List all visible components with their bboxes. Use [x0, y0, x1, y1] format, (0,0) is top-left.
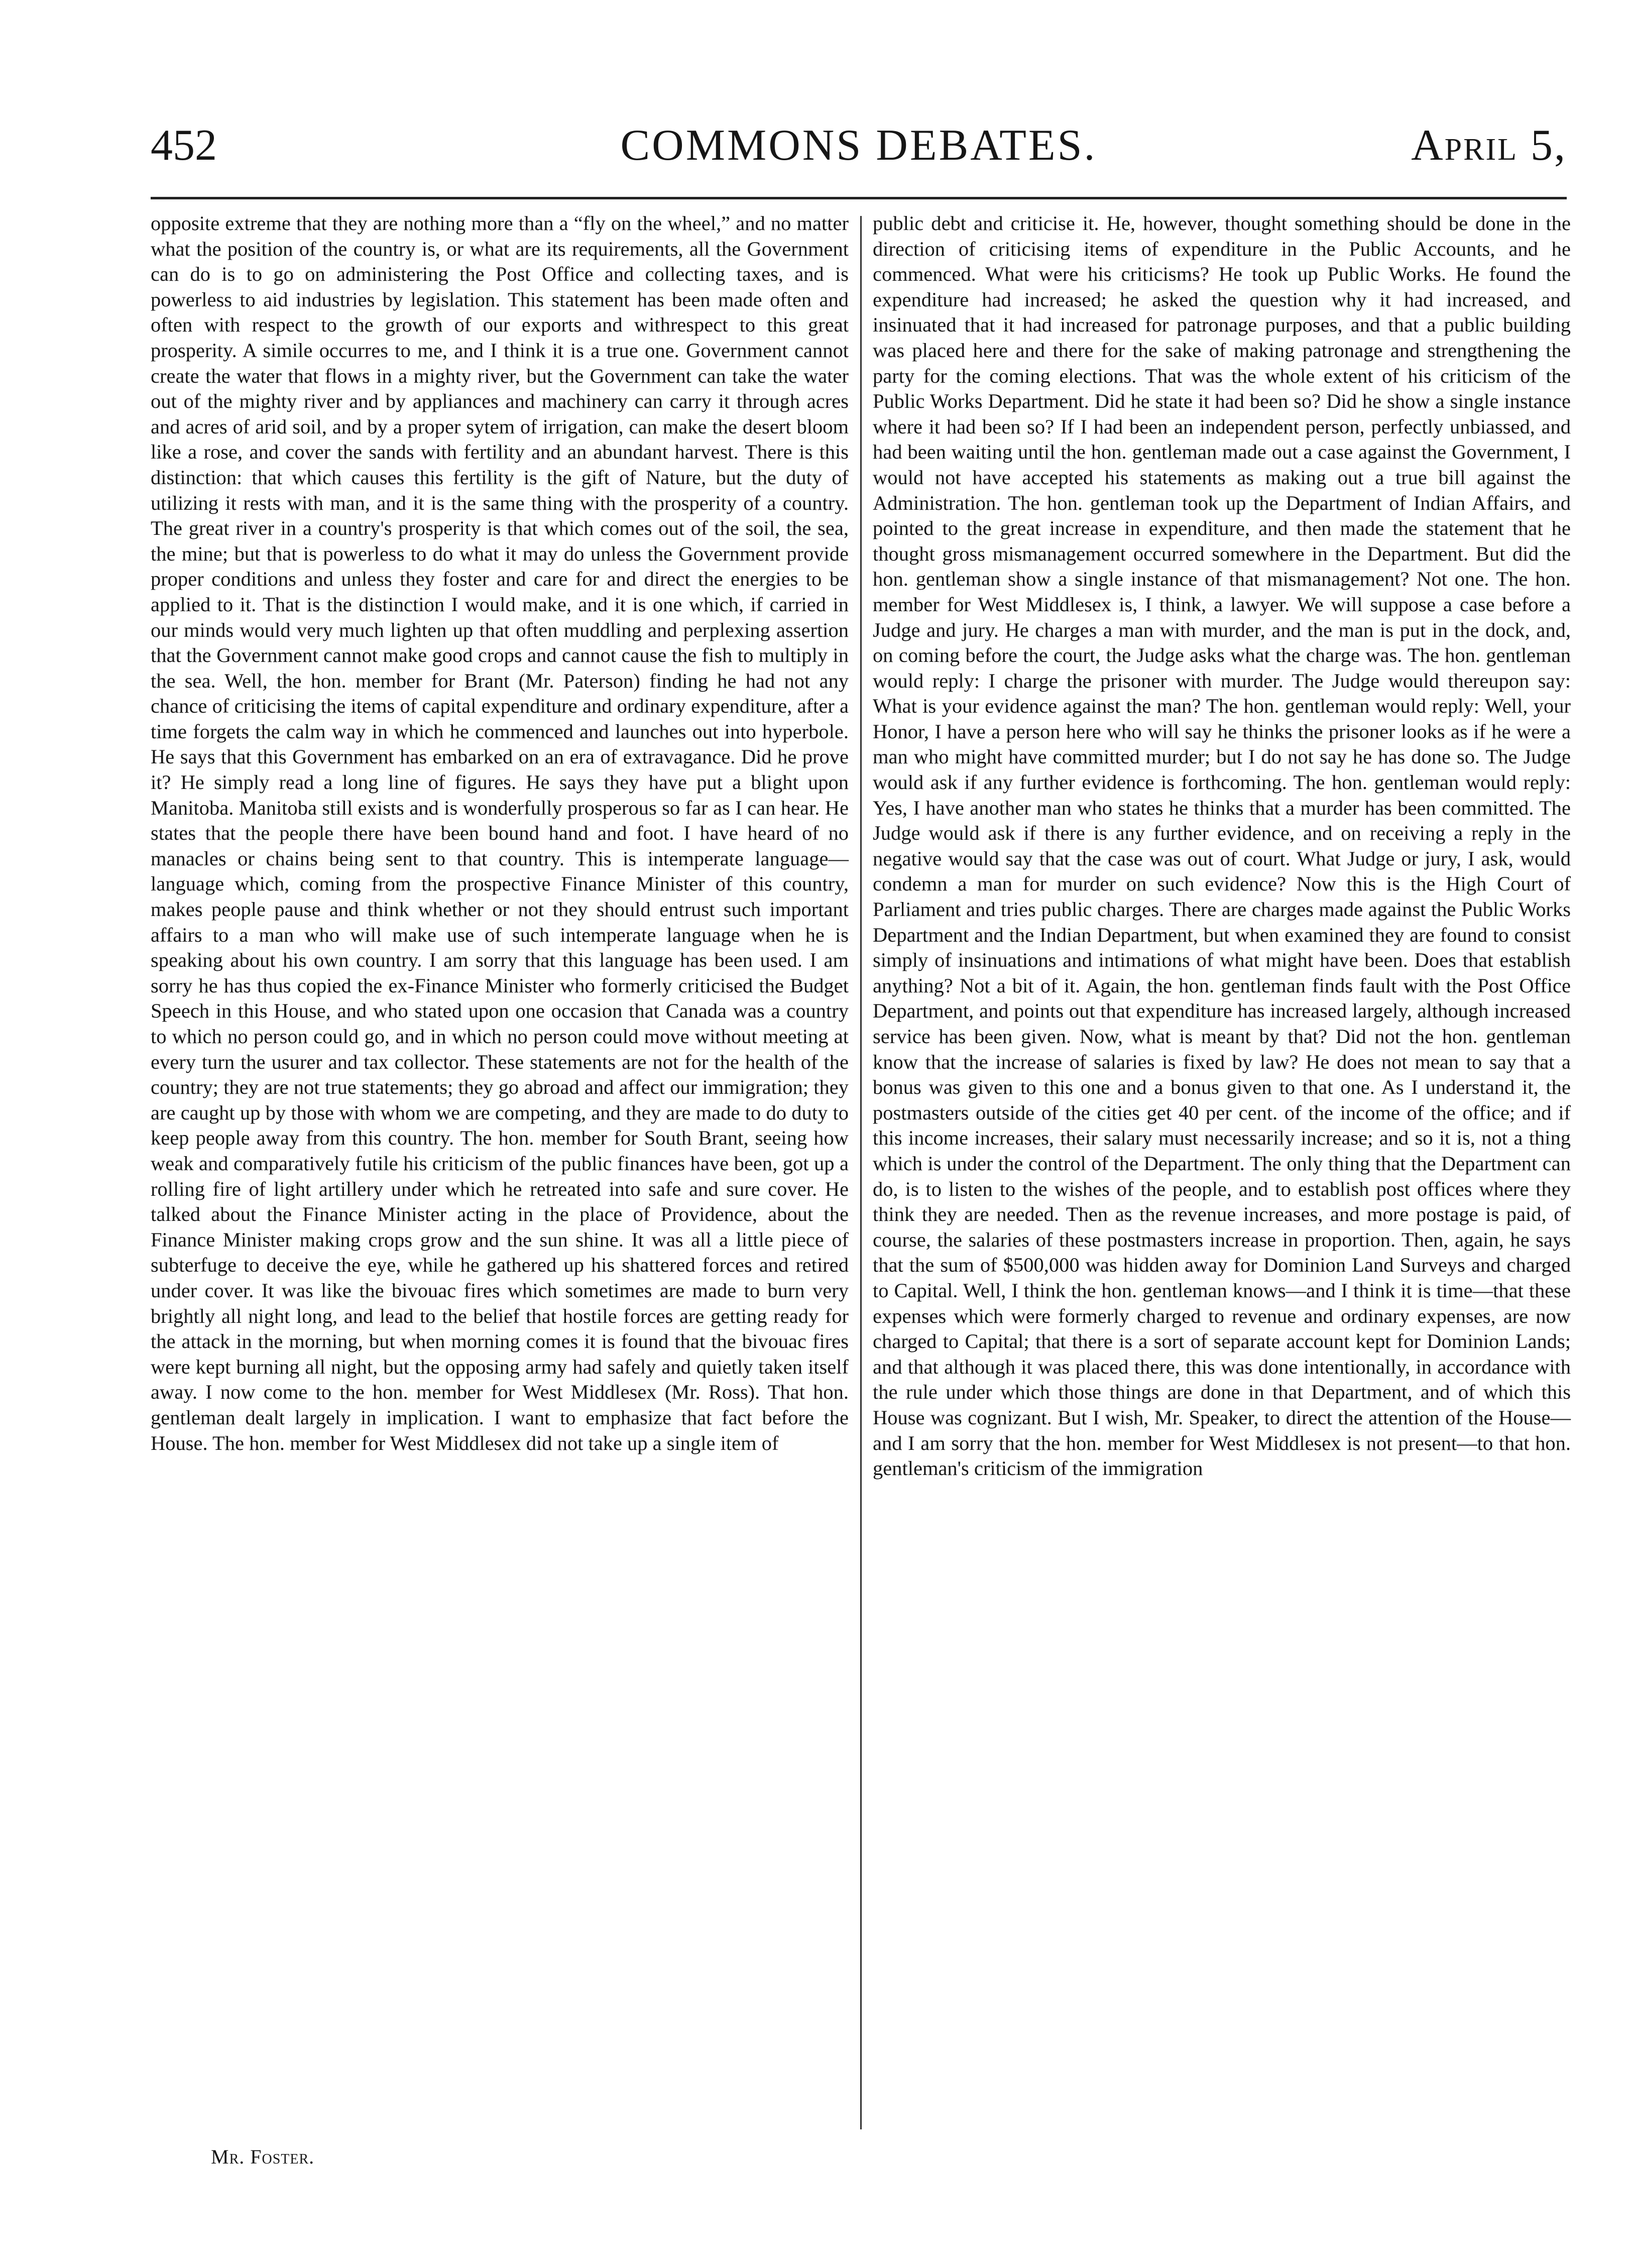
page-header [151, 105, 1567, 186]
right-column-text: public debt and criticise it. He, however, thought something should be done in the direction of criticising items of expenditure in the Public Accounts, and he commenced. What were his criticisms? He took up Public Works. He found the expenditure had increased; he asked the question why it had increased, and insinuated that it had increased for patronage purposes, and that a public building was placed here and there for the sake of making patronage and strengthening the party for the coming elections. That was the whole extent of his criticism of the Public Works Department. Did he state it had been so? Did he show a single instance where it had been so? If I had been an independent person, perfectly unbiassed, and had been waiting until the hon. gentleman made out a case against the Government, I would not have accepted his statements as making out a true bill against the Administration. The hon. gentleman took up the Department of Indian Affairs, and pointed to the great increase in expenditure, and then made the statement that he thought gross mismanagement occurred somewhere in the Department. But did the hon. gentleman show a single instance of that mismanagement? Not one. The hon. member for West Middlesex is, I think, a lawyer. We will suppose a case before a Judge and jury. He charges a man with murder, and the man is put in the dock, and, on coming before the court, the Judge asks what the charge was. The hon. gentleman would reply: I charge the prisoner with murder. The Judge would thereupon say: What is your evidence against the man? The hon. gentleman would reply: Well, your Honor, I have a person here who will say he thinks the prisoner looks as if he were a man who might have committed murder; but I do not say he has done so. The Judge would ask if any further evidence is forthcoming. The hon. gentleman would reply: Yes, I have another man who states he thinks that a murder has been committed. The Judge would ask if there is any further evidence, and on receiving a reply in the negative would say that the case was out of court. What Judge or jury, I ask, would condemn a man for murder on such evidence? Now this is the High Court of Parliament and tries public charges. There are charges made against the Public Works Department and the Indian Department, but when examined they are found to consist simply of insinuations and intimations of what might have been. Does that establish anything? Not a bit of it. Again, the hon. gentleman finds fault with the Post Office Department, and points out that expenditure has increased largely, although increased service has been given. Now, what is meant by that? Did not the hon. gentleman know that the increase of salaries is fixed by law? He does not mean to say that a bonus was given to this one and a bonus given to that one. As I understand it, the postmasters outside of the cities get 40 per cent. of the income of the office; and if this income increases, their salary must necessarily increase; and so it is, not a thing which is under the control of the Department. The only thing that the Department can do, is to listen to the wishes of the people, and to establish post offices where they think they are needed. Then as the revenue increases, and more postage is paid, of course, the salaries of these postmasters increase in proportion. Then, again, he says that the sum of $500,000 was hidden away for Dominion Land Surveys and charged to Capital. Well, I think the hon. gentleman knows—and I think it is time—that these expenses which were formerly charged to revenue and ordinary expenses, are now charged to Capital; that there is a sort of separate account kept for Dominion Lands; and that although it was placed there, this was done intentionally, in accordance with the rule under which those things are done in that Department, and of which this House was cognizant. But I wish, Mr. Speaker, to direct the attention of the House—and I am sorry that the hon. member for West Middlesex is not present—to that hon. gentleman's criticism of the immigration [873, 212, 1571, 1480]
running-title: COMMONS DEBATES. [620, 121, 1097, 170]
header-rule [151, 197, 1567, 199]
page-date: April 5, [1411, 121, 1567, 170]
speaker-signature: Mr. Foster. [211, 2145, 315, 2168]
left-column-text: opposite extreme that they are nothing more than a “fly on the wheel,” and no matter what the position of the country is, or what are its requirements, all the Government can do is to go on administering the Post Office and collecting taxes, and is powerless to aid industries by legislation. This statement has been made often and often with respect to the growth of our exports and withrespect to this great prosperity. A simile occurres to me, and I think it is a true one. Government cannot create the water that flows in a mighty river, but the Government can take the water out of the mighty river and by appliances and machinery can carry it through acres and acres of arid soil, and by a proper sytem of irrigation, can make the desert bloom like a rose, and cover the sands with fertility and an abundant harvest. There is this distinction: that which causes this fertility is the gift of Nature, but the duty of utilizing it rests with man, and it is the same thing with the prosperity of a country. The great river in a country's prosperity is that which comes out of the soil, the sea, the mine; but that is powerless to do what it may do unless the Government provide proper conditions and unless they foster and care for and direct the energies to be applied to it. That is the distinction I would make, and it is one which, if carried in our minds would very much lighten up that often muddling and perplexing assertion that the Government cannot make good crops and cannot cause the fish to multiply in the sea. Well, the hon. member for Brant (Mr. Paterson) finding he had not any chance of criticising the items of capital expenditure and ordinary expenditure, after a time forgets the calm way in which he commenced and launches out into hyperbole. He says that this Government has embarked on an era of extravagance. Did he prove it? He simply read a long line of figures. He says they have put a blight upon Manitoba. Manitoba still exists and is wonderfully prosperous so far as I can hear. He states that the people there have been bound hand and foot. I have heard of no manacles or chains being sent to that country. This is intemperate language—language which, coming from the prospective Finance Minister of this country, makes people pause and think whether or not they should entrust such important affairs to a man who will make use of such intemperate language when he is speaking about his own country. I am sorry that this language has been used. I am sorry he has thus copied the ex-Finance Minister who formerly criticised the Budget Speech in this House, and who stated upon one occasion that Canada was a country to which no person could go, and in which no person could move without meeting at every turn the usurer and tax collector. These statements are not for the health of the country; they are not true statements; they go abroad and affect our immigration; they are caught up by those with whom we are competing, and they are made to do duty to keep people away from this country. The hon. member for South Brant, seeing how weak and comparatively futile his criticism of the public finances have been, got up a rolling fire of light artillery under which he retreated into safe and sure cover. He talked about the Finance Minister acting in the place of Providence, about the Finance Minister making crops grow and the sun shine. It was all a little piece of subterfuge to deceive the eye, while he gathered up his shattered forces and retired under cover. It was like the bivouac fires which sometimes are made to burn very brightly all night long, and lead to the belief that hostile forces are getting ready for the attack in the morning, but when morning comes it is found that the bivouac fires were kept burning all night, but the opposing army had safely and quietly taken itself away. I now come to the hon. member for West Middlesex (Mr. Ross). That hon. gentleman dealt largely in implication. I want to emphasize that fact before the House. The hon. member for West Middlesex did not take up a single item of [151, 212, 849, 1454]
column-divider [860, 216, 862, 2129]
page-number: 452 [151, 121, 217, 170]
